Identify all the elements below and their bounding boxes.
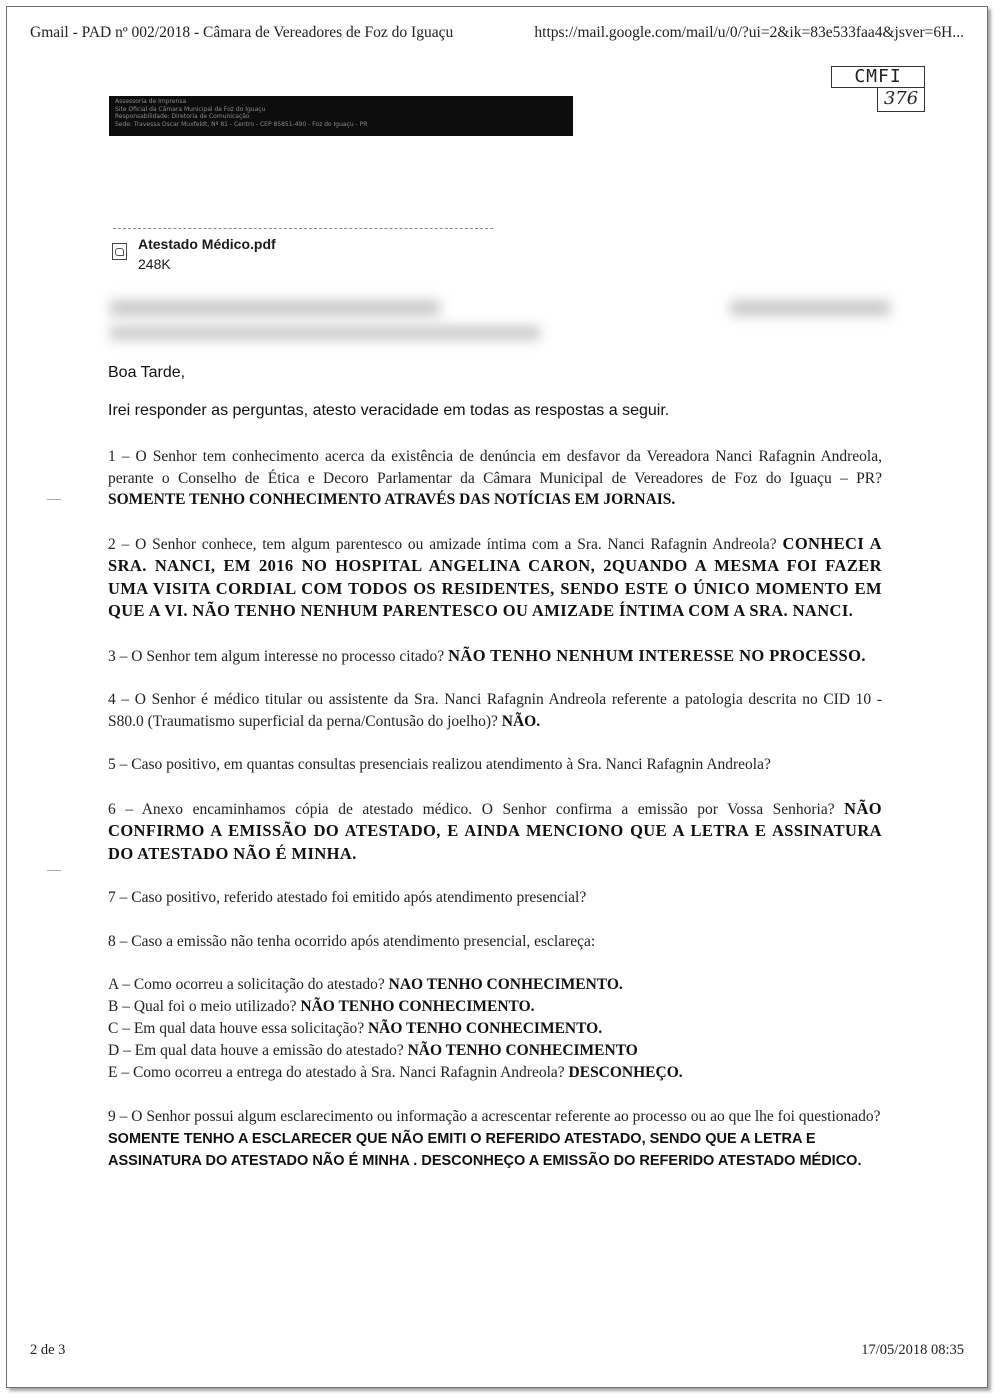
questionnaire xyxy=(108,446,882,1186)
question-text: 5 – Caso positivo, em quantas consultas presenciais realizou atendimento à Sra. Nanci Rafagnin Andreola? xyxy=(108,756,771,773)
print-datetime: 17/05/2018 08:35 xyxy=(861,1342,964,1358)
question-text: 2 – O Senhor conhece, tem algum parentesco ou amizade íntima com a Sra. Nanci Rafagnin Andreola? xyxy=(108,535,777,553)
page-url: https://mail.google.com/mail/u/0/?ui=2&ik=83e533faa4&jsver=6H... xyxy=(534,24,964,41)
answer-text: SOMENTE TENHO CONHECIMENTO ATRAVÉS DAS NOTÍCIAS EM JORNAIS. xyxy=(108,491,676,508)
redacted-recipient xyxy=(110,326,540,340)
answer-text: CONHECI A SRA. NANCI, EM 2016 NO HOSPITAL ANGELINA CARON, 2QUANDO A MESMA FOI FAZER UMA VISITA CORDIAL COM TODOS OS RESIDENTES, SENDO ESTE O ÚNICO MOMENTO EM QUE A VI. NÃO TENHO NENHUM PARENTESCO OU AMIZADE ÍNTIMA COM A SRA. NANCI. xyxy=(108,533,882,620)
question-text: 7 – Caso positivo, referido atestado foi emitido após atendimento presencial? xyxy=(108,889,587,906)
signature-line: Assessoria de Imprensa xyxy=(115,98,187,105)
final-answer: SOMENTE TENHO A ESCLARECER QUE NÃO EMITI O REFERIDO ATESTADO, SENDO QUE A LETRA E ASSINATURA DO ATESTADO NÃO É MINHA . DESCONHEÇO A EMISSÃO DO REFERIDO ATESTADO MÉDICO. xyxy=(108,1130,862,1169)
page-title: Gmail - PAD nº 002/2018 - Câmara de Vereadores de Foz do Iguaçu xyxy=(30,24,454,41)
answer-text: NÃO. xyxy=(501,712,541,730)
sub-question-b xyxy=(108,996,882,1018)
margin-mark xyxy=(47,499,61,500)
answer-text: NÃO TENHO NENHUM INTERESSE NO PROCESSO. xyxy=(448,645,866,665)
question-text: A – Como ocorreu a solicitação do atestado? xyxy=(108,976,385,993)
answer-text: NÃO TENHO CONHECIMENTO xyxy=(407,1042,638,1059)
attachment-size: 248K xyxy=(138,256,171,272)
answer-text: NAO TENHO CONHECIMENTO. xyxy=(388,976,623,993)
sub-question-a xyxy=(108,974,882,996)
question-4 xyxy=(108,689,882,732)
sub-question-c xyxy=(108,1018,882,1040)
signature-line: Responsabilidade: Diretoria de Comunicação xyxy=(115,113,250,121)
redacted-date xyxy=(730,300,890,316)
stamp-page-number: 376 xyxy=(877,87,925,112)
cmfi-stamp xyxy=(831,66,925,114)
email-signature-banner xyxy=(109,96,573,136)
attachment-filename[interactable]: Atestado Médico.pdf xyxy=(138,236,276,252)
attachment-separator xyxy=(113,228,493,229)
intro-text: Irei responder as perguntas, atesto veracidade em todas as respostas a seguir. xyxy=(108,402,670,419)
redacted-sender xyxy=(110,300,440,316)
sub-question-d xyxy=(108,1040,882,1062)
answer-text: DESCONHEÇO. xyxy=(568,1064,683,1081)
sub-question-e xyxy=(108,1062,882,1084)
question-7 xyxy=(108,887,882,909)
question-text: C – Em qual data houve essa solicitação? xyxy=(108,1020,365,1037)
question-text: E – Como ocorreu a entrega do atestado à Sra. Nanci Rafagnin Andreola? xyxy=(108,1064,565,1081)
sub-questions xyxy=(108,974,882,1084)
answer-text: NÃO TENHO CONHECIMENTO. xyxy=(300,998,535,1015)
signature-line: Sede: Travessa Oscar Muxfeldt, Nº 81 - Centro - CEP 85851-490 - Foz do Iguaçu - PR xyxy=(115,120,368,128)
question-6 xyxy=(108,798,882,866)
question-text: 9 – O Senhor possui algum esclarecimento ou informação a acrescentar referente ao processo ou ao que lhe foi questionado? xyxy=(108,1108,881,1125)
question-text: D – Em qual data houve a emissão do atestado? xyxy=(108,1042,404,1059)
question-text: B – Qual foi o meio utilizado? xyxy=(108,998,297,1015)
question-text: 3 – O Senhor tem algum interesse no processo citado? xyxy=(108,647,445,665)
margin-mark xyxy=(47,870,61,871)
greeting: Boa Tarde, xyxy=(108,364,186,381)
question-text: 8 – Caso a emissão não tenha ocorrido após atendimento presencial, esclareça: xyxy=(108,932,596,950)
answer-text: NÃO CONFIRMO A EMISSÃO DO ATESTADO, E AINDA MENCIONO QUE A LETRA E ASSINATURA DO ATESTADO NÃO É MINHA. xyxy=(108,798,883,863)
question-text: 6 – Anexo encaminhamos cópia de atestado médico. O Senhor confirma a emissão por Vossa Senhoria? xyxy=(108,800,835,818)
pdf-file-icon xyxy=(112,243,127,260)
question-1 xyxy=(108,446,882,511)
question-2 xyxy=(108,533,882,623)
signature-line: Site Oficial da Câmara Municipal de Foz do Iguaçu xyxy=(115,105,266,113)
answer-text: NÃO TENHO CONHECIMENTO. xyxy=(367,1020,603,1037)
question-text: 1 – O Senhor tem conhecimento acerca da existência de denúncia em desfavor da Vereadora Nanci Rafagnin Andreola, perante o Conselho de Ética e Decoro Parlamentar da Câmara Municipal de Vereadores de Foz do Iguaçu – PR? xyxy=(108,448,882,487)
question-text: 4 – O Senhor é médico titular ou assistente da Sra. Nanci Rafagnin Andreola referente a patologia descrita no CID 10 - S80.0 (Traumatismo superficial da perna/Contusão do joelho)? xyxy=(108,691,882,730)
question-9 xyxy=(108,1106,882,1128)
question-5 xyxy=(108,754,882,776)
question-8 xyxy=(108,931,882,953)
stamp-label: CMFI xyxy=(831,66,925,88)
page-counter: 2 de 3 xyxy=(30,1342,66,1358)
question-3 xyxy=(108,645,882,668)
